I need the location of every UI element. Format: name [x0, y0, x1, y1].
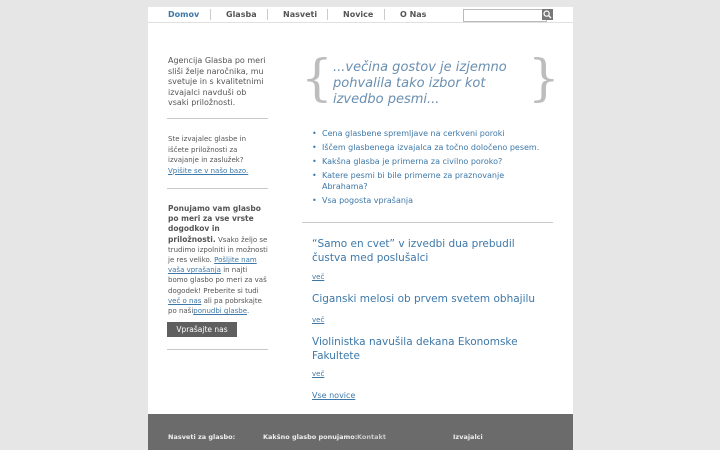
about-us-link[interactable]: več o nas: [168, 296, 202, 305]
footer-heading-artists: Izvajalci: [453, 433, 483, 441]
send-questions-link[interactable]: Pošljite nam vaša vprašanja: [168, 256, 257, 275]
nav-nasveti[interactable]: Nasveti: [283, 10, 318, 19]
faq-item[interactable]: • Katere pesmi bi bile primerne za praznovanje Abrahama?: [312, 170, 552, 192]
artist-signup-link[interactable]: Vpišite se v našo bazo.: [168, 166, 249, 175]
nav-separator: [210, 9, 211, 20]
faq-item[interactable]: • Iščem glasbenega izvajalca za točno določeno pesem.: [312, 142, 552, 153]
artist-text: Ste izvajalec glasbe in iščete priložnosti za izvajanje in zaslužek?: [168, 135, 247, 164]
news-more-link[interactable]: več: [312, 316, 325, 324]
search-input[interactable]: [463, 9, 547, 22]
nav-glasba[interactable]: Glasba: [226, 10, 257, 19]
sidebar-offer-block: [168, 204, 268, 316]
music-offer-link[interactable]: ponudbi glasbe: [193, 307, 248, 316]
nav-domov[interactable]: Domov: [168, 10, 200, 19]
nav-o-nas[interactable]: O Nas: [400, 10, 427, 19]
news-more-link[interactable]: več: [312, 273, 325, 281]
nav-novice[interactable]: Novice: [343, 10, 374, 19]
footer-heading-advice: Nasveti za glasbo:: [168, 433, 236, 441]
footer-heading-offer: Kakšno glasbo ponujamo:: [263, 433, 358, 441]
offer-heading: Ponujamo vam glasbo po meri za vse vrste dogodkov in priložnosti.: [168, 204, 261, 244]
faq-item[interactable]: • Cena glasbene spremljave na cerkveni poroki: [312, 128, 552, 139]
offer-text: ali pa pobrskajte po naši: [168, 296, 262, 316]
offer-text: Vsako željo se trudimo izpolniti in možnosti je res veliko.: [168, 235, 268, 265]
divider: [302, 222, 553, 223]
divider: [167, 188, 268, 189]
divider: [167, 349, 268, 350]
nav-separator: [384, 9, 385, 20]
divider: [167, 118, 268, 119]
faq-list: [312, 128, 552, 209]
sidebar-artist-block: [168, 134, 268, 176]
footer: [148, 414, 573, 450]
ask-us-button[interactable]: Vprašajte nas: [167, 322, 237, 337]
news-title[interactable]: Ciganski melosi ob prvem svetem obhajilu: [312, 293, 536, 305]
offer-text: in najti bomo glasbo po meri za vaš dogodek! Preberite si tudi: [168, 266, 267, 295]
faq-item-all[interactable]: • Vsa pogosta vprašanja: [312, 195, 552, 206]
faq-item[interactable]: • Kakšna glasba je primerna za civilno poroko?: [312, 156, 552, 167]
search-icon: [542, 9, 553, 20]
offer-text: .: [247, 307, 250, 316]
search-button[interactable]: [542, 9, 553, 20]
nav-separator: [267, 9, 268, 20]
quote-open-brace: {: [301, 49, 333, 107]
news-title[interactable]: “Samo en cvet” v izvedbi dua prebudil čustva med poslušalci: [312, 238, 515, 264]
footer-contact-link[interactable]: Kontakt: [357, 433, 386, 441]
quote-close-brace: }: [528, 49, 560, 107]
nav-separator: [327, 9, 328, 20]
all-news-link[interactable]: Vse novice: [312, 391, 356, 400]
sidebar-intro: Agencija Glasba po meri sliši želje naročnika, mu svetuje in s kvalitetnimi izvajalci navduši ob vsaki priložnosti.: [168, 56, 266, 107]
news-more-link[interactable]: več: [312, 370, 325, 378]
testimonial-quote: ...večina gostov je izjemno pohvalila tako izbor kot izvedbo pesmi...: [333, 60, 507, 107]
news-title[interactable]: Violinistka navušila dekana Ekonomske Fakultete: [312, 336, 518, 362]
